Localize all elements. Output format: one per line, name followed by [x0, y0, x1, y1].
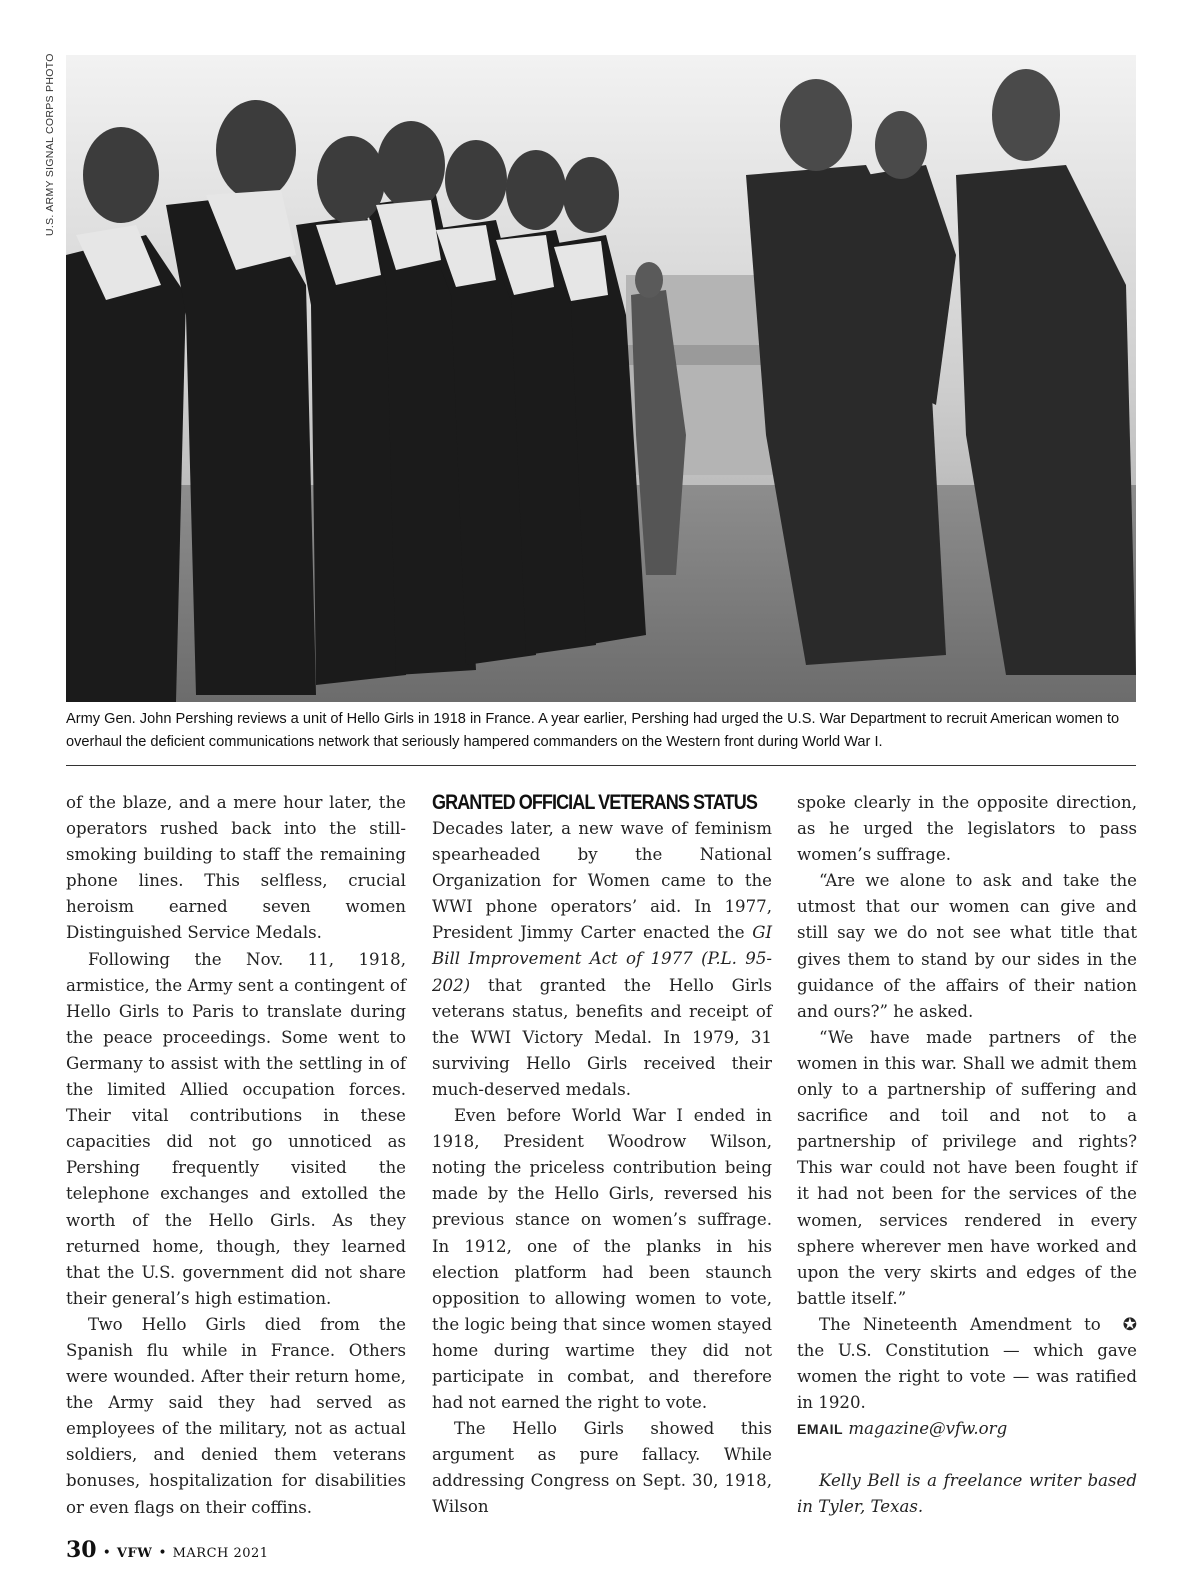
- paragraph: Following the Nov. 11, 1918, armistice, the Army sent a contingent of Hello Girls to Paris to translate during the peace proceedings. Some went to Germany to assist with the settling in of the limited Allied occupation forces. Their vital contributions in these capacities did not go unnoticed as Pershing frequently visited the telephone exchanges and extolled the worth of the Hello Girls. As they returned home, though, they learned that the U.S. government did not share their general’s high estimation.: [66, 949, 406, 1308]
- email-label: EMAIL: [797, 1421, 844, 1438]
- author-bio: Kelly Bell is a freelance writer based in Tyler, Texas.: [797, 1471, 1137, 1517]
- section-subhead: GRANTED OFFICIAL VETERANS STATUS: [432, 791, 757, 814]
- article-column-2: [432, 790, 772, 1521]
- text-run: The Nineteenth Amendment to the U.S. Constitution — which gave women the right to vote — was ratified in 1920.: [797, 1314, 1137, 1413]
- separator: •: [158, 1545, 167, 1561]
- text-run: that granted the Hello Girls veterans status, benefits and receipt of the WWI Victory Medal. In 1979, 31 surviving Hello Girls received their much-deserved medals.: [432, 975, 772, 1099]
- article-column-1: [66, 790, 406, 1521]
- paragraph: of the blaze, and a mere hour later, the operators rushed back into the still-smoking building to staff the remaining phone lines. This selfless, crucial heroism earned seven women Distinguished Service Medals.: [66, 793, 406, 943]
- magazine-name: VFW: [116, 1546, 153, 1561]
- text-run: Decades later, a new wave of feminism spearheaded by the National Organization for Women came to the WWI phone operators’ aid. In 1977, President Jimmy Carter enacted the: [432, 819, 772, 943]
- page-number: 30: [66, 1537, 97, 1563]
- paragraph: Two Hello Girls died from the Spanish flu while in France. Others were wounded. After their return home, the Army said they had served as employees of the military, not as actual soldiers, and denied them veterans bonuses, hospitalization for disabilities or even flags on their coffins.: [66, 1314, 406, 1517]
- paragraph: [797, 1312, 1137, 1416]
- paragraph: The Hello Girls showed this argument as pure fallacy. While addressing Congress on Sept. 30, 1918, Wilson: [432, 1419, 772, 1517]
- page-footer: [66, 1537, 269, 1567]
- contact-email: [797, 1416, 1137, 1442]
- paragraph: “Are we alone to ask and take the utmost that our women can give and still say we do not see what title that gives them to stand by our sides in the guidance of the affairs of their nation and ours?” he asked.: [797, 871, 1137, 1021]
- law-citation: GI Bill Improvement Act of 1977 (P.L. 95-202): [432, 923, 772, 995]
- issue-date: MARCH 2021: [172, 1546, 269, 1561]
- paragraph: Even before World War I ended in 1918, President Woodrow Wilson, noting the priceless contribution being made by the Hello Girls, reversed his previous stance on women’s suffrage. In 1912, one of the planks in his election platform had been staunch opposition to allowing women to vote, the logic being that since women stayed home during wartime they did not participate in combat, and therefore had not earned the right to vote.: [432, 1106, 772, 1413]
- end-mark-icon: ✪: [1122, 1314, 1137, 1335]
- paragraph: [432, 816, 772, 1103]
- paragraph: “We have made partners of the women in this war. Shall we admit them only to a partnership of suffering and sacrifice and toil and not to a partnership of privilege and rights? This war could not have been fought if it had not been for the services of the women, services rendered in every sphere wherever men have worked and upon the very skirts and edges of the battle itself.”: [797, 1027, 1137, 1308]
- email-address[interactable]: magazine@vfw.org: [848, 1419, 1008, 1439]
- photo-caption: Army Gen. John Pershing reviews a unit of Hello Girls in 1918 in France. A year earlier, Pershing had urged the U.S. War Department to recruit American women to overhaul the deficient communications network that seriously hampered commanders on the Western front during World War I.: [66, 711, 1120, 750]
- caption-divider: [66, 765, 1136, 766]
- photo-credit: U.S. ARMY SIGNAL CORPS PHOTO: [44, 53, 56, 236]
- paragraph: spoke clearly in the opposite direction, as he urged the legislators to pass women’s suffrage.: [797, 793, 1137, 865]
- historical-photo: [66, 55, 1136, 702]
- separator: •: [102, 1545, 111, 1561]
- article-column-3: [797, 790, 1137, 1521]
